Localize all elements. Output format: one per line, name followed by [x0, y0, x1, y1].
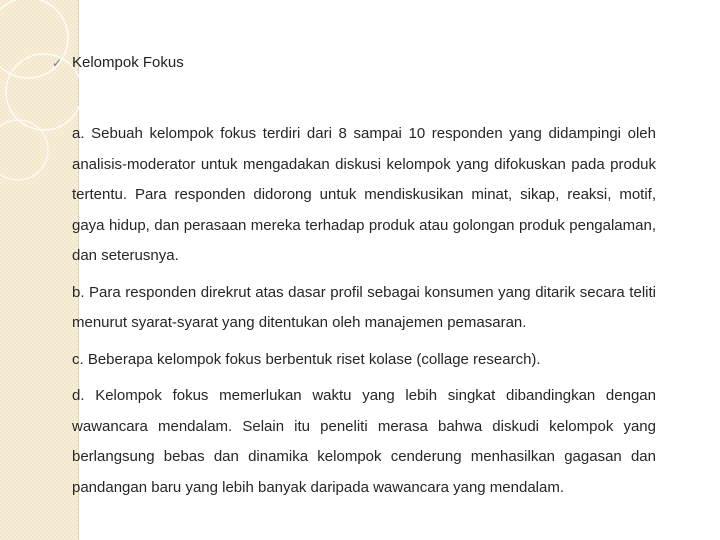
slide-heading: Kelompok Fokus: [72, 54, 184, 71]
check-icon: ✓: [52, 55, 63, 70]
paragraph-b: b. Para responden direkrut atas dasar profil sebagai konsumen yang ditarik secara teliti menurut syarat-syarat yang ditentukan oleh manajemen pemasaran.: [72, 283, 656, 331]
heading-bullet: [52, 54, 184, 71]
paragraph-c: c. Beberapa kelompok fokus berbentuk riset kolase (collage research).: [72, 350, 541, 368]
paragraph-a: a. Sebuah kelompok fokus terdiri dari 8 sampai 10 responden yang didampingi oleh analisis-moderator untuk mengadakan diskusi kelompok yang difokuskan pada produk tertentu. Para responden didorong untuk mendiskusikan minat, sikap, reaksi, motif, gaya hidup, dan perasaan mereka terhadap produk atau golongan produk pengalaman, dan seterusnya.: [72, 125, 656, 264]
paragraph-d: d. Kelompok fokus memerlukan waktu yang lebih singkat dibandingkan dengan wawancara mendalam. Selain itu peneliti merasa bahwa diskudi kelompok yang berlangsung bebas dan dinamika kelompok cenderung menhasilkan gagasan dan pandangan baru yang lebih banyak daripada wawancara yang mendalam.: [72, 387, 656, 496]
body-text: [72, 119, 656, 509]
